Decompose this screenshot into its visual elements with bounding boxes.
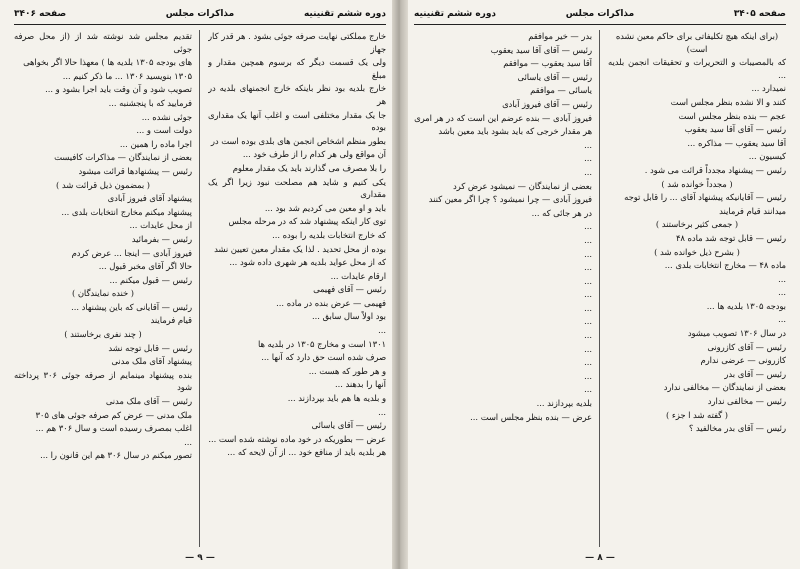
text-line: ۱۳۰۱ است و مخارج ۱۳۰۵ در بلدیه ها: [258, 338, 386, 349]
text-line: ...: [584, 384, 592, 395]
text-line: پیشنهاد میکنم مخارج انتخابات بلدی ...: [61, 206, 192, 217]
text-line: ...: [584, 370, 592, 381]
page-label: صفحه ۳۴۰۶: [14, 9, 67, 19]
text-line: رئیس — قابل توجه شد ماده ۴۸: [675, 232, 786, 243]
text-line: رئیس — آقای یاسائی: [517, 71, 592, 82]
text-line: فیروز آبادی — اینجا ... عرض کردم: [71, 247, 192, 258]
text-line: دولت است و ...: [136, 125, 192, 136]
book-gutter: [392, 0, 408, 569]
text-line: که خارج انتخابات بلدیه را بوده ...: [272, 229, 386, 240]
text-line: ولی یک قسمت دیگر که برسوم همچین مقدار و مبلغ: [208, 57, 386, 80]
text-line: را بلا مصرف می گذارند باید یک مقدار معلوم: [232, 162, 386, 173]
text-line: که بالمصیبات و التحریرات و تحقیقات انجمن بلدیه ...: [608, 57, 786, 80]
journal-title: مذاکرات مجلس: [165, 9, 235, 19]
text-line: رئیس — آقایانیکه پیشنهاد آقای ... را قابل توجه: [624, 192, 786, 203]
text-line: اجرا ماده را همین ...: [119, 138, 192, 149]
text-line: ۱۳۰۵ بنویسید ۱۳۰۶ ... ما ذکر کنیم ...: [62, 70, 192, 81]
text-line: ...: [584, 221, 592, 232]
text-column-right: [208, 30, 386, 547]
text-line: بود اولاً سال سابق ...: [311, 311, 386, 322]
text-line: عرض — بطوریکه در خود ماده نوشته شده است ...: [208, 433, 386, 444]
text-line: ...: [584, 234, 592, 245]
text-line: ...: [584, 330, 592, 341]
text-line: رئیس — آقای بدر: [724, 368, 786, 379]
text-line: بعضی از نمایندگان — مذاکرات کافیست: [54, 152, 192, 163]
text-line: آنها را بدهند ...: [334, 379, 386, 390]
text-line: رئیس — آقای آقا سید یعقوب: [490, 44, 592, 55]
text-line: جوئی نشده ...: [141, 111, 192, 122]
text-line: که از محل عواید بلدیه هر شهری داده شود ...: [229, 257, 386, 268]
text-line: بودجه ۱۳۰۵ بلدیه ها ...: [706, 300, 786, 311]
text-line: رئیس — آقای یاسائی: [311, 420, 386, 431]
text-line: ...: [584, 357, 592, 368]
page-label: صفحه ۳۴۰۵: [733, 9, 786, 19]
text-line: حالا اگر آقای مخبر قبول ...: [98, 261, 192, 272]
text-line: رئیس — قابل توجه نشد: [108, 342, 192, 353]
text-line: رئیس — پیشنهادها قرائت میشود: [78, 165, 192, 176]
session-label: دوره ششم تقنینیه: [303, 9, 386, 19]
page-number: — ۹ —: [185, 553, 215, 563]
text-line: بنده پیشنهاد مینمایم از صرفه جوئی ۳۰۶ پرداخته شود: [14, 369, 192, 393]
text-line: یاسائی — موافقم: [530, 85, 592, 96]
text-line: ...: [584, 262, 592, 273]
text-line: (برای اینکه هیچ تکلیفاتی برای حاکم معین نشده است): [615, 31, 779, 54]
text-line: ...: [584, 139, 592, 150]
text-column-right: [608, 30, 786, 547]
text-line: کنند و الا نشده بنظر مجلس است: [670, 96, 786, 107]
text-line: نمیدارد ...: [751, 83, 786, 94]
text-line: بعضی از نمایندگان — مخالفی ندارد: [663, 382, 786, 393]
text-line: فیروز آبادی — چرا نمیشود ؟ چرا اگر معین کنند: [428, 194, 592, 205]
text-line: رئیس — آقای بدر مخالفید ؟: [688, 423, 786, 434]
text-line: ...: [584, 302, 592, 313]
text-line: ماده ۴۸ — مخارج انتخابات بلدی ...: [664, 260, 786, 271]
right-page-columns: [414, 30, 786, 547]
text-line: بدر — خیر موافقم: [528, 31, 592, 41]
text-line: تصور میکنم در سال ۳۰۶ هم این قانون را ...: [40, 450, 192, 461]
text-line: ملک مدنی — عرض کم صرفه جوئی های ۳۰۵: [35, 409, 192, 420]
text-line: رئیس — آقای ملک مدنی: [105, 396, 192, 407]
text-line: تصویب شود و آن وقت باید اجرا بشود و ...: [45, 84, 192, 95]
text-line: عجم — بنده بنظر مجلس است: [678, 110, 786, 121]
text-line: صرف شده است حق دارد که آنها ...: [261, 352, 386, 363]
text-line: بوده از محل تحدید . لذا یک مقدار معین تعیین نشد: [214, 243, 386, 254]
text-line: ...: [584, 289, 592, 300]
text-line: ارقام عایدات ...: [330, 270, 386, 281]
text-line: ...: [584, 316, 592, 327]
text-line: بعضی از نمایندگان — نمیشود عرض کرد: [452, 180, 592, 191]
text-line: عرض — بنده بنظر مجلس است ...: [470, 411, 592, 422]
text-line: کازرونی — عرضی ندارم: [700, 355, 786, 366]
text-line: پیشنهاد آقای فیروز آبادی: [107, 193, 192, 204]
left-page-header: [14, 6, 386, 25]
right-page-header: [414, 6, 786, 25]
text-line: خارج مملکتی نهایت صرفه جوئی بشود . هر قدر کار جهاز: [208, 31, 386, 54]
text-line: ( چند نفری برخاستند ): [64, 329, 142, 340]
text-line: و بلدیه ها هم باید بپردازند ...: [287, 393, 386, 404]
text-line: ...: [584, 166, 592, 177]
text-line: بلدیه بپردازند ...: [536, 398, 592, 409]
text-line: ...: [584, 275, 592, 286]
text-line: از محل عایدات ...: [129, 220, 192, 231]
text-line: در سال ۱۳۰۶ تصویب میشود: [687, 328, 786, 339]
text-line: های بودجه ۱۳۰۵ بلدیه ها ) معهذا حالا اگر بخواهی: [23, 57, 192, 68]
text-line: ( گفته شد ا جزء ): [666, 409, 728, 420]
text-line: ...: [778, 273, 786, 284]
text-line: هر مقدار خرجی که باید بشود باید معین باشد: [438, 126, 592, 137]
text-line: ...: [378, 406, 386, 417]
text-line: ...: [584, 343, 592, 354]
column-divider: [599, 30, 600, 547]
text-line: در هر جائی که ...: [531, 207, 592, 218]
text-line: فیروز آبادی — بنده عرضم این است که در هر امری: [414, 112, 592, 123]
text-line: جا یک مقدار مختلفی است و اغلب آنها یک مقداری بوده: [208, 109, 386, 133]
text-line: پیشنهاد آقای ملک مدنی: [111, 356, 192, 367]
text-line: اغلب بمصرف رسیده است و سال ۳۰۶ هم ...: [35, 423, 192, 434]
text-line: توی کار اینکه پیشنهاد شد که در مرحله مجلس: [228, 216, 386, 227]
column-divider: [199, 30, 200, 547]
journal-title: مذاکرات مجلس: [565, 9, 635, 19]
text-line: هر بلدیه باید از منافع خود ... از آن لایحه که ...: [227, 447, 386, 458]
text-line: کیسیون ...: [748, 151, 786, 162]
text-line: آقا سید یعقوب — موافقم: [503, 58, 592, 69]
text-line: ...: [778, 314, 786, 325]
text-line: ...: [184, 436, 192, 447]
text-line: فرمایید که با پنجشنبه ...: [108, 97, 192, 108]
text-line: قیام فرمایند: [150, 315, 192, 326]
text-line: ( بشرح ذیل خوانده شد ): [654, 246, 740, 257]
text-line: و هر طور که هست ...: [308, 365, 386, 376]
text-line: فهیمی — عرض بنده در ماده ...: [276, 297, 386, 308]
left-page-columns: [14, 30, 386, 547]
text-line: باید و او معین می کردیم شد بود ...: [264, 202, 386, 213]
text-line: آقا سید یعقوب — مذاکره ...: [687, 137, 786, 148]
text-line: ( مجدداً خوانده شد ): [661, 178, 733, 189]
text-line: رئیس — آقای فهیمی: [313, 284, 386, 295]
text-line: رئیس — قبول میکنم ...: [109, 274, 192, 285]
text-line: رئیس — آقای کازرونی: [707, 341, 786, 352]
text-line: ...: [778, 287, 786, 298]
text-line: ( خنده نمایندگان ): [71, 288, 135, 299]
text-line: یکی کنیم و شاید هم مصلحت نبود زیرا اگر یک مقداری: [208, 176, 386, 200]
text-line: ...: [378, 325, 386, 336]
text-line: تقدیم مجلس شد نوشته شد از (از محل صرفه جوئی: [14, 31, 192, 54]
session-label: دوره ششم تقنینیه: [414, 9, 497, 19]
text-line: رئیس — پیشنهاد مجدداً قرائت می شود .: [644, 164, 786, 175]
text-line: ( بمضمون ذیل قرائت شد ): [55, 179, 151, 190]
text-line: رئیس — بفرمائید: [131, 233, 192, 244]
text-line: بطور منظم اشخاص انجمن های بلدی بوده است در: [210, 135, 386, 146]
right-page: [400, 0, 800, 569]
text-line: آن مواقع ولی هر کدام را از طرف خود ...: [242, 149, 386, 160]
text-line: ...: [584, 153, 592, 164]
text-column-left: [414, 30, 592, 547]
text-line: رئیس — مخالفی ندارد: [707, 396, 786, 407]
text-line: میدانند قیام فرمایند: [719, 205, 786, 216]
text-line: ( جمعی کثیر برخاستند ): [655, 219, 739, 230]
text-line: رئیس — آقایانی که باین پیشنهاد ...: [71, 301, 192, 312]
text-line: ...: [584, 248, 592, 259]
text-column-left: [14, 30, 192, 547]
text-line: رئیس — آقای فیروز آبادی: [502, 98, 592, 109]
text-line: رئیس — آقای آقا سید یعقوب: [684, 124, 786, 135]
text-line: خارج بلدیه بود نظر باینکه خارج انجمنهای بلدیه در هر: [208, 83, 386, 106]
page-number: — ۸ —: [585, 553, 615, 563]
